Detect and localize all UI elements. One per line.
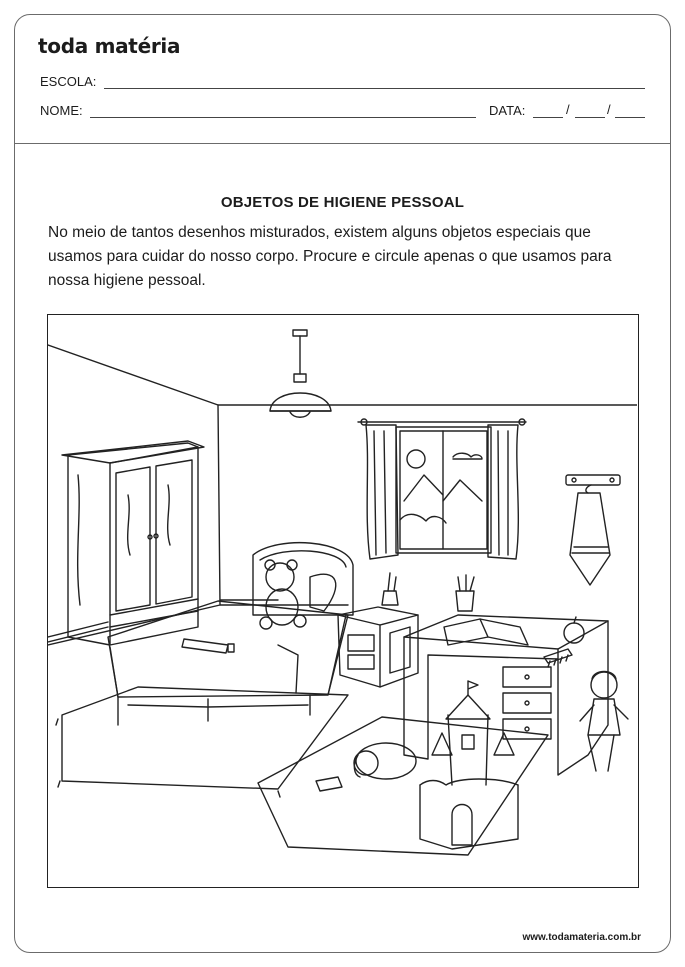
- school-label: ESCOLA:: [40, 74, 97, 89]
- nightstand: [338, 607, 418, 687]
- activity-instructions: No meio de tantos desenhos misturados, existem alguns objetos especiais que usamos para cuidar do nosso corpo. Procure e circule apenas o que usamos para nossa higiene pessoal.: [48, 224, 612, 289]
- toothpaste: [182, 639, 234, 653]
- teddy-bear: [260, 560, 336, 629]
- wardrobe: [62, 441, 204, 645]
- name-line[interactable]: [90, 117, 476, 118]
- rug-center: [258, 717, 548, 855]
- soap: [316, 777, 342, 791]
- activity-title: OBJETOS DE HIGIENE PESSOAL: [220, 194, 465, 211]
- bed: [108, 543, 353, 725]
- desk: [404, 615, 608, 775]
- school-line[interactable]: [104, 88, 645, 89]
- rug-left: [56, 687, 348, 797]
- date-label: DATA:: [489, 103, 526, 118]
- name-label: NOME:: [40, 103, 83, 118]
- logo: toda matéria: [38, 34, 181, 58]
- pencil-cup: [456, 575, 474, 611]
- apple: [564, 617, 584, 643]
- toothbrush-cup: [382, 573, 398, 605]
- ceiling-lamp: [270, 330, 331, 417]
- header-divider: [14, 143, 671, 144]
- date-separator: /: [566, 102, 570, 117]
- footer-url[interactable]: www.todamateria.com.br: [522, 932, 641, 943]
- date-separator: /: [607, 102, 611, 117]
- window: [358, 419, 526, 559]
- towel: [566, 475, 620, 585]
- date-month-line[interactable]: [575, 117, 605, 118]
- date-year-line[interactable]: [615, 117, 645, 118]
- curtain-right: [488, 425, 518, 559]
- puppy: [354, 743, 416, 779]
- room-walls: [48, 345, 637, 645]
- curtain-left: [366, 425, 398, 559]
- bedroom-illustration[interactable]: [47, 314, 639, 888]
- date-day-line[interactable]: [533, 117, 563, 118]
